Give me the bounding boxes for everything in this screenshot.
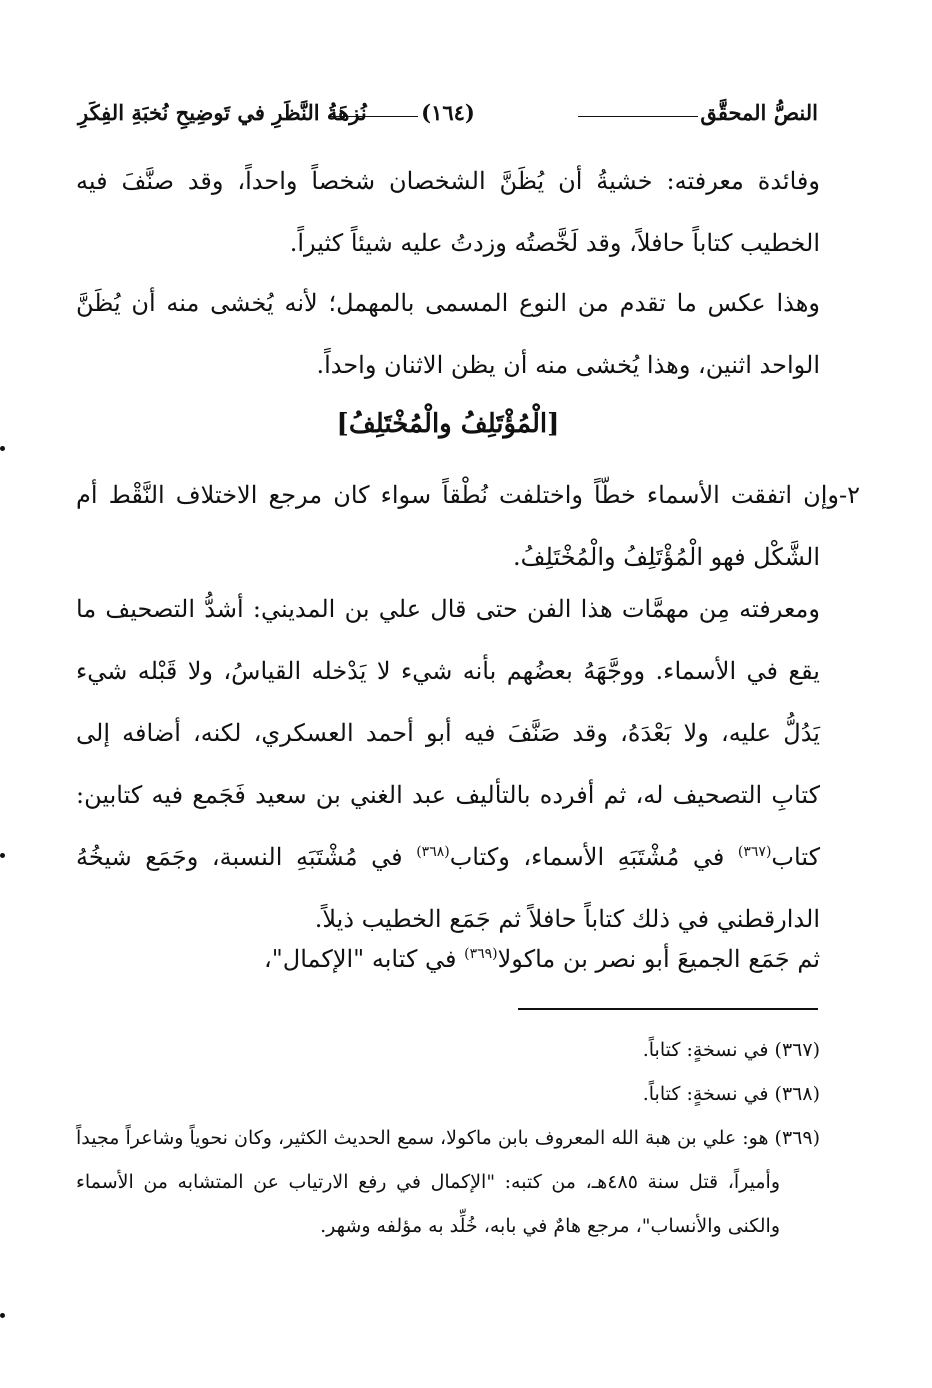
footnote-368: (٣٦٨) في نسخةٍ: كتاباً. xyxy=(642,1083,820,1105)
header-section-title: النصُّ المحقَّق xyxy=(700,100,818,125)
paragraph-4-text-a: ومعرفته مِن مهمَّات هذا الفن حتى قال علي بن المديني: أشدُّ التصحيف ما يقع في الأسماء. ووجَّهَهُ بعضُهم بأنه شيء لا يَدْخله القياسُ، ولا قَبْله شيء يَدُلُّ عليه، ولا بَعْدَهُ، وقد صَنَّفَ فيه أبو أحمد العسكري، لكنه، أضافه إلى كتابِ التصحيف له، ثم أفرده بالتأليف عبد الغني بن سعيد فَجَمع فيه كتابين: كتاب xyxy=(76,595,820,871)
paragraph-5-text-a: ثم جَمَع الجميعَ أبو نصر بن ماكولا xyxy=(497,945,820,973)
paragraph-3 xyxy=(76,464,860,588)
footnote-ref-368[interactable]: (٣٦٨) xyxy=(416,844,450,860)
footnote-367: (٣٦٧) في نسخةٍ: كتاباً. xyxy=(642,1039,820,1061)
paragraph-5-text-b: في كتابه "الإكمال"، xyxy=(263,945,465,973)
footnote-369: (٣٦٩) هو: علي بن هبة الله المعروف بابن ماكولا، سمع الحديث الكثير، وكان نحوياً وشاعراً مجيداً وأميراً، قتل سنة ٤٨٥هـ، من كتبه: "الإكمال في رفع الارتياب عن المتشابه من الأسماء والكنى والأنساب"، مرجع هامٌ في بابه، خُلِّد به مؤلفه وشهر. xyxy=(76,1127,820,1237)
paragraph-2: وهذا عكس ما تقدم من النوع المسمى بالمهمل؛ لأنه يُخشى منه أن يُظَنَّ الواحد اثنين، وهذا يُخشى منه أن يظن الاثنان واحداً. xyxy=(76,289,820,379)
paragraph-1: وفائدة معرفته: خشيةُ أن يُظَنَّ الشخصان شخصاً واحداً، وقد صنَّفَ فيه الخطيب كتاباً حافلاً، وقد لَخَّصتُه وزدتُ عليه شيئاً كثيراً. xyxy=(76,167,820,257)
scan-mark xyxy=(0,1313,5,1318)
running-header xyxy=(78,100,818,140)
header-book-title: نُزهَةُ النَّظَرِ في تَوضِيحِ نُخبَةِ الفِكَرِ xyxy=(78,100,367,125)
paragraph-4-text-c: في مُشْتَبَهِ النسبة، وجَمَع شيخُهُ الدارقطني في ذلك كتاباً حافلاً ثم جَمَع الخطيب ذيلاً. xyxy=(76,843,820,933)
paragraph-5 xyxy=(76,928,860,990)
footnote-ref-369[interactable]: (٣٦٩) xyxy=(464,946,498,962)
page-number: (١٦٤) xyxy=(421,100,475,125)
paragraph-4-text-b: في مُشْتَبَهِ الأسماء، وكتاب xyxy=(449,843,738,871)
scan-mark xyxy=(0,853,5,858)
footnote-separator xyxy=(518,1008,818,1010)
section-heading: [الْمُؤْتَلِفُ والْمُخْتَلِفُ] xyxy=(336,409,560,439)
paragraph-4 xyxy=(76,578,860,950)
item-number: ٢- xyxy=(839,481,860,509)
header-rule-right xyxy=(578,116,698,117)
scan-mark xyxy=(0,446,5,451)
paragraph-3-text: وإن اتفقت الأسماء خطّاً واختلفت نُطْقاً سواء كان مرجع الاختلاف النَّقْط أم الشَّكْل فهو الْمُؤْتَلِفُ والْمُخْتَلِفُ. xyxy=(76,481,839,571)
footnotes xyxy=(76,1028,820,1248)
footnote-ref-367[interactable]: (٣٦٧) xyxy=(737,844,772,860)
